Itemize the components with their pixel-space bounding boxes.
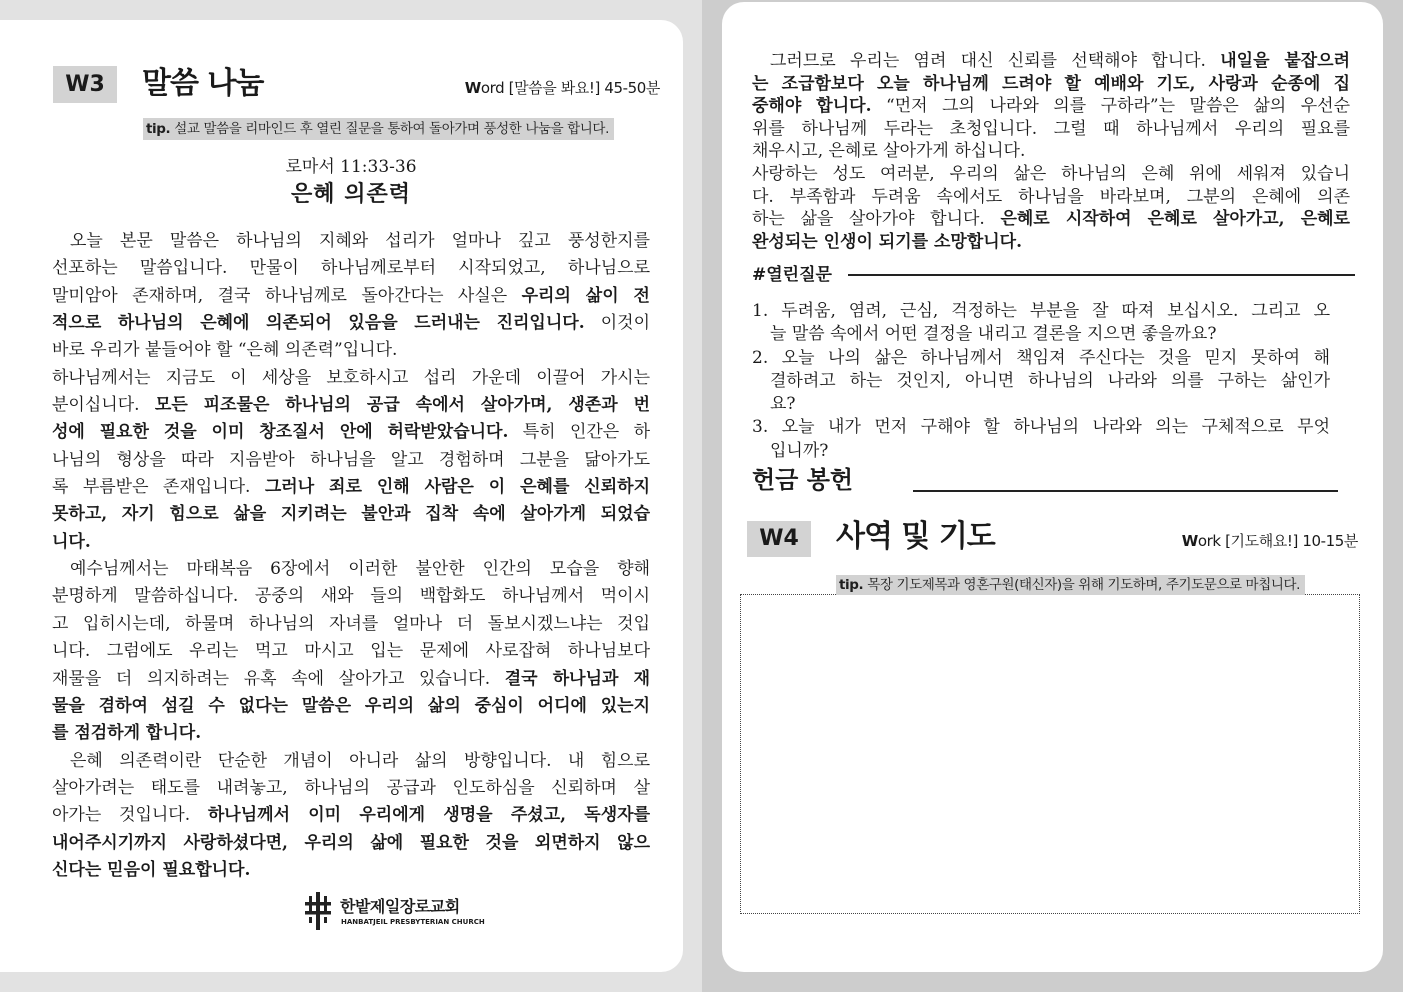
body-text: 바로 우리가 붙들어야 할 “은혜 의존력”입니다. bbox=[52, 340, 398, 361]
section-title-word-sharing: 말씀 나눔 bbox=[142, 66, 264, 101]
tip-text: 목장 기도제목과 영혼구원(태신자)을 위해 기도하며, 주기도문으로 마칩니다. bbox=[867, 577, 1301, 593]
sermon-body-continued bbox=[752, 50, 1350, 253]
open-questions-heading: #열린질문 bbox=[752, 265, 832, 285]
body-text: 특히 인간은 하 bbox=[508, 422, 650, 443]
emphasized-text: 물을 겸하여 섬길 수 없다는 말씀은 우리의 삶의 중심이 어디에 있는지 bbox=[52, 695, 650, 716]
text-line bbox=[52, 802, 650, 829]
text-line bbox=[52, 611, 650, 638]
text-line bbox=[52, 775, 650, 802]
section-badge-w4: W4 bbox=[747, 521, 811, 557]
church-name-english: HANBATJEIL PRESBYTERIAN CHURCH bbox=[341, 918, 485, 926]
tip-text: 설교 말씀을 리마인드 후 열린 질문을 통하여 돌아가며 풍성한 나눔을 합니다. bbox=[174, 121, 609, 137]
body-text: 재물을 더 의지하려는 유혹 속에 살아가고 있습니다. bbox=[52, 668, 505, 689]
open-questions-rule bbox=[848, 274, 1355, 276]
cross-logo-icon bbox=[303, 892, 333, 930]
body-text: 그러므로 우리는 염려 대신 신뢰를 선택해야 합니다. bbox=[770, 51, 1221, 71]
text-line: 결하려고 하는 것인지, 아니면 하나님의 나라와 의를 구하는 삶인가 bbox=[770, 370, 1330, 391]
emphasized-text: 모든 피조물은 하나님의 공급 속에서 살아가며, 생존과 번 bbox=[154, 395, 650, 416]
text-line bbox=[52, 583, 650, 610]
body-text: 하는 삶을 살아가야 합니다. bbox=[752, 209, 1001, 230]
body-paragraph bbox=[52, 556, 650, 747]
body-text: 오늘 본문 말씀은 하나님의 지혜와 섭리가 얼마나 깊고 풍성한지를 bbox=[70, 231, 650, 251]
sermon-body bbox=[52, 228, 650, 884]
emphasized-text: 내어주시기까지 사랑하셨다면, 우리의 삶에 필요한 것을 외면하지 않으 bbox=[52, 832, 650, 853]
text-line bbox=[52, 857, 650, 884]
body-text: 록 부름받은 존재입니다. bbox=[52, 477, 265, 498]
body-text: 아가는 것입니다. bbox=[52, 805, 208, 826]
section-title-ministry-prayer: 사역 및 기도 bbox=[836, 519, 995, 554]
body-text: 고 입히시는데, 하물며 하나님의 자녀를 얼마나 더 돌보시겠느냐는 것입 bbox=[52, 613, 650, 634]
emphasized-text: 하나님께서 이미 우리에게 생명을 주셨고, 독생자를 bbox=[207, 805, 650, 826]
text-line bbox=[752, 231, 1350, 254]
body-text: 사랑하는 성도 여러분, 우리의 삶은 하나님의 은혜 위에 세워져 있습니 bbox=[752, 163, 1350, 184]
body-text: “먼저 그의 나라와 의를 구하라”는 말씀은 삶의 우선순 bbox=[871, 96, 1350, 117]
text-line bbox=[52, 283, 650, 310]
section-badge-w3: W3 bbox=[53, 66, 117, 103]
text-line bbox=[52, 501, 650, 528]
text-line bbox=[52, 447, 650, 474]
emphasized-text: 못하고, 자기 힘으로 삶을 지키려는 불안과 집착 속에 살아가게 되었습 bbox=[52, 504, 650, 525]
body-text: 은혜 의존력이란 단순한 개념이 아니라 삶의 방향입니다. 내 힘으로 bbox=[70, 750, 650, 771]
body-text: 말미암아 존재하며, 결국 하나님께로 돌아간다는 사실은 bbox=[52, 285, 522, 306]
body-text: 다. 부족함과 두려움 속에서도 하나님을 바라보며, 그분의 은혜에 의존 bbox=[752, 186, 1350, 207]
text-line bbox=[52, 666, 650, 693]
body-paragraph bbox=[52, 228, 650, 365]
text-line bbox=[752, 186, 1350, 209]
tip-label: tip. bbox=[839, 577, 864, 593]
text-line bbox=[52, 556, 650, 583]
text-line bbox=[52, 474, 650, 501]
text-line bbox=[752, 208, 1350, 231]
emphasized-text: 적으로 하나님의 은혜에 의존되어 있음을 드러내는 진리입니다. bbox=[52, 313, 585, 334]
body-text: 분명하게 말씀하십니다. 공중의 새와 들의 백합화도 하나님께서 먹이시 bbox=[52, 586, 650, 607]
emphasized-text: 내일을 붙잡으려 bbox=[1220, 51, 1350, 71]
body-text: 채우시고, 은혜로 살아가게 하십니다. bbox=[752, 141, 1026, 162]
body-paragraph bbox=[752, 163, 1350, 253]
emphasized-text: 결국 하나님과 재 bbox=[504, 668, 650, 689]
body-paragraph bbox=[52, 365, 650, 556]
emphasized-text: 성에 필요한 것을 이미 창조질서 안에 허락받았습니다. bbox=[52, 422, 509, 443]
text-line bbox=[52, 638, 650, 665]
emphasized-text: 중해야 합니다. bbox=[752, 96, 872, 117]
body-text: 살아가려는 태도를 내려놓고, 하나님의 공급과 인도하심을 신뢰하며 살 bbox=[52, 777, 650, 798]
text-line bbox=[52, 693, 650, 720]
text-line: 요? bbox=[770, 394, 796, 415]
prayer-notes-area[interactable] bbox=[740, 594, 1360, 914]
body-text: 선포하는 말씀입니다. 만물이 하나님께로부터 시작되었고, 하나님으로 bbox=[52, 258, 650, 279]
text-line bbox=[52, 337, 650, 364]
text-line bbox=[752, 50, 1350, 73]
body-text: 하나님께서는 지금도 이 세상을 보호하시고 섭리 가운데 이끌어 가시는 bbox=[52, 367, 650, 388]
body-paragraph bbox=[52, 748, 650, 885]
emphasized-text: 를 점검하게 합니다. bbox=[52, 723, 202, 744]
emphasized-text: 는 조급함보다 오늘 하나님께 드려야 할 예배와 기도, 사랑과 순종에 집 bbox=[752, 73, 1350, 94]
text-line bbox=[752, 95, 1350, 118]
emphasized-text: 니다. bbox=[52, 531, 91, 552]
text-line: 2. 오늘 나의 삶은 하나님께서 책임져 주신다는 것을 믿지 못하여 해 bbox=[752, 347, 1330, 368]
text-line bbox=[52, 529, 650, 556]
body-text: 분이십니다. bbox=[52, 395, 155, 416]
text-line bbox=[52, 419, 650, 446]
question-item bbox=[752, 347, 1330, 417]
question-item bbox=[752, 300, 1330, 347]
text-line bbox=[52, 748, 650, 775]
emphasized-text: 우리의 삶이 전 bbox=[521, 285, 650, 306]
text-line: 3. 오늘 내가 먼저 구해야 할 하나님의 나라와 의는 구체적으로 무엇 bbox=[752, 417, 1330, 438]
text-line bbox=[52, 365, 650, 392]
text-line: 1. 두려움, 염려, 근심, 걱정하는 부분을 잘 따져 보십시오. 그리고 오 bbox=[752, 301, 1330, 321]
emphasized-text: 은혜로 시작하여 은혜로 살아가고, 은혜로 bbox=[1000, 209, 1350, 230]
text-line bbox=[752, 140, 1350, 163]
text-line bbox=[752, 73, 1350, 96]
tip-bar bbox=[143, 118, 614, 140]
question-item bbox=[752, 416, 1330, 463]
text-line bbox=[52, 720, 650, 747]
section-meta-duration: Work [기도해요!] 10-15분 bbox=[1181, 532, 1358, 550]
section-meta-duration: Word [말씀을 봐요!] 45-50분 bbox=[464, 79, 660, 97]
body-text: 나님의 형상을 따라 지음받아 하나님을 알고 경험하며 그분을 닮아가도 bbox=[52, 449, 650, 470]
body-text: 니다. 그럼에도 우리는 먹고 마시고 입는 문제에 사로잡혀 하나님보다 bbox=[52, 641, 650, 662]
scripture-reference: 로마서 11:33-36 bbox=[285, 157, 417, 177]
offering-heading: 헌금 봉헌 bbox=[752, 465, 854, 494]
tip-label: tip. bbox=[146, 121, 171, 137]
body-paragraph bbox=[752, 50, 1350, 163]
tip-bar bbox=[836, 575, 1305, 595]
text-line bbox=[52, 228, 650, 255]
sermon-title: 은혜 의존력 bbox=[291, 181, 411, 207]
text-line bbox=[52, 830, 650, 857]
open-questions-list bbox=[752, 300, 1330, 463]
body-text: 예수님께서는 마태복음 6장에서 이러한 불안한 인간의 모습을 향해 bbox=[70, 559, 650, 580]
text-line: 입니까? bbox=[770, 440, 829, 461]
church-name: 한밭제일장로교회 bbox=[340, 897, 460, 916]
text-line bbox=[52, 255, 650, 282]
text-line bbox=[752, 118, 1350, 141]
body-text: 이것이 bbox=[584, 313, 650, 334]
emphasized-text: 완성되는 인생이 되기를 소망합니다. bbox=[752, 231, 1023, 252]
offering-underline bbox=[913, 490, 1338, 492]
text-line: 늘 말씀 속에서 어떤 결정을 내리고 결론을 지으면 좋을까요? bbox=[770, 324, 1217, 345]
text-line bbox=[752, 163, 1350, 186]
emphasized-text: 신다는 믿음이 필요합니다. bbox=[52, 859, 251, 880]
emphasized-text: 그러나 죄로 인해 사람은 이 은혜를 신뢰하지 bbox=[264, 477, 650, 498]
body-text: 위를 하나님께 두라는 초청입니다. 그럴 때 하나님께서 우리의 필요를 bbox=[752, 118, 1350, 139]
text-line bbox=[52, 310, 650, 337]
text-line bbox=[52, 392, 650, 419]
